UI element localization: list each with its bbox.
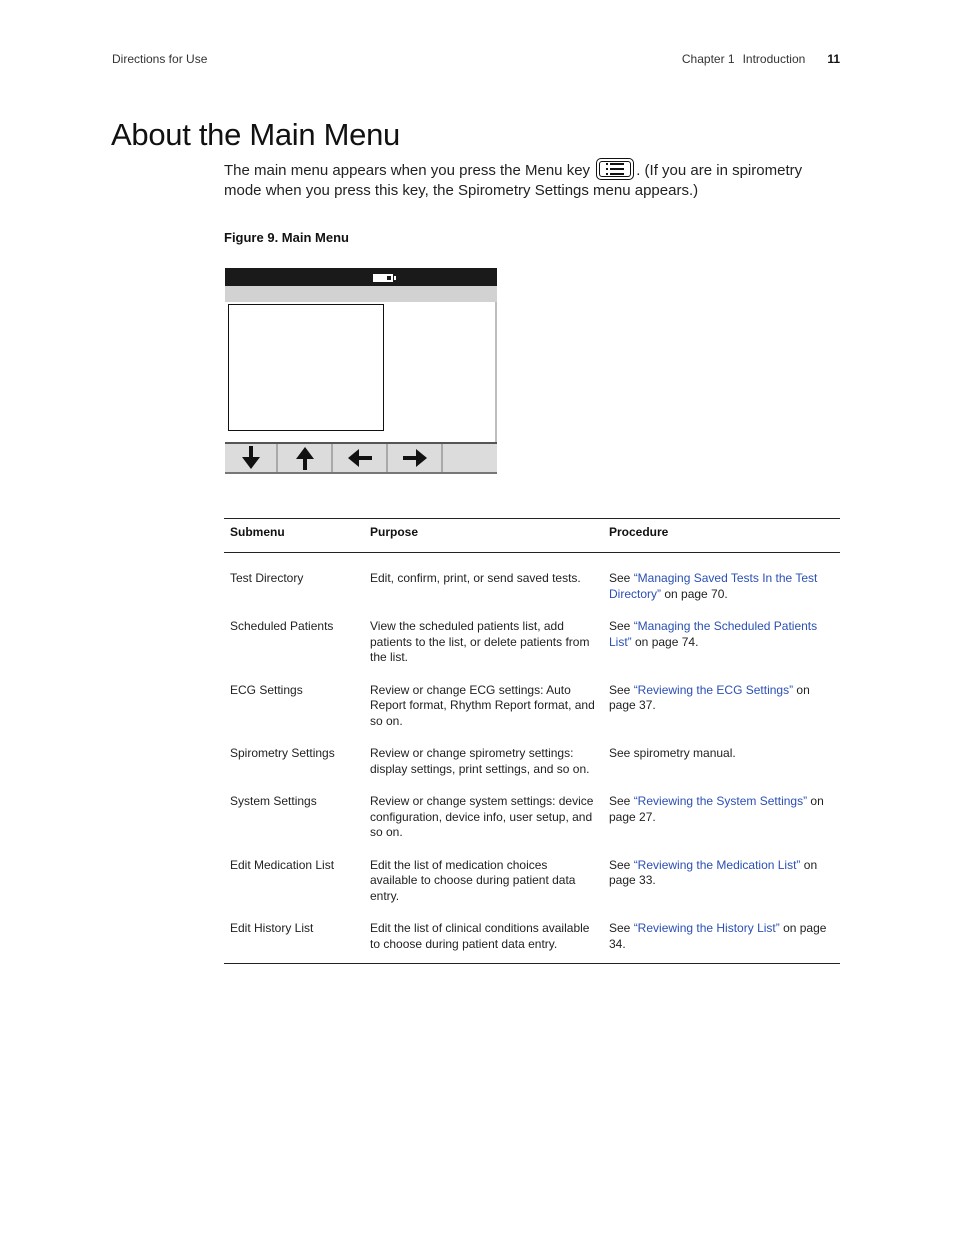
page-number: 11 xyxy=(827,52,840,66)
menu-list-box xyxy=(228,304,384,431)
procedure-prefix: See xyxy=(609,857,634,872)
main-menu-screen xyxy=(224,267,498,475)
procedure-suffix: on page 37. xyxy=(609,682,810,712)
softkey-blank[interactable] xyxy=(443,444,497,472)
procedure-suffix: on page 33. xyxy=(609,857,818,887)
procedure-prefix: See xyxy=(609,682,634,697)
table-header-row xyxy=(224,519,840,553)
figure-caption: Figure 9. Main Menu xyxy=(224,230,349,245)
col-header-purpose: Purpose xyxy=(364,519,603,553)
intro-text-before: The main menu appears when you press the Menu key xyxy=(224,162,591,179)
softkey-up[interactable] xyxy=(278,444,333,472)
cell-procedure xyxy=(603,921,840,964)
procedure-link[interactable]: “Managing Saved Tests In the Test Directory” xyxy=(609,571,818,601)
cell-procedure xyxy=(603,858,840,922)
cell-submenu: ECG Settings xyxy=(230,682,303,697)
cell-submenu: Edit Medication List xyxy=(230,857,335,872)
cell-purpose: Edit the list of medication choices available to choose during patient data entry. xyxy=(370,857,576,903)
procedure-link[interactable]: “Reviewing the ECG Settings” xyxy=(633,682,794,697)
table-row xyxy=(224,858,840,922)
running-header-right xyxy=(682,52,840,66)
cell-submenu: System Settings xyxy=(230,794,317,808)
arrow-down-icon xyxy=(242,446,260,470)
intro-paragraph xyxy=(224,161,840,201)
intro-text-after: . (If you are in spirometry mode when you press this key, the Spirometry Settings menu appears.) xyxy=(224,162,803,199)
procedure-prefix: See xyxy=(609,794,634,808)
cell-procedure xyxy=(603,746,840,794)
cell-purpose: Edit the list of clinical conditions available to choose during patient data entry. xyxy=(364,921,603,964)
procedure-link[interactable]: “Managing the Scheduled Patients List” xyxy=(609,619,818,649)
table-row xyxy=(224,746,840,794)
cell-purpose: Review or change ECG settings: Auto Report format, Rhythm Report format, and so on. xyxy=(370,682,595,728)
status-bar xyxy=(225,268,497,286)
battery-icon xyxy=(373,274,393,282)
procedure-suffix: on page 74. xyxy=(631,634,699,649)
table-row xyxy=(224,553,840,620)
cell-purpose: View the scheduled patients list, add patients to the list, or delete patients from the list. xyxy=(370,619,590,664)
col-header-procedure: Procedure xyxy=(603,519,840,553)
cell-procedure xyxy=(603,683,840,747)
procedure-prefix: See xyxy=(609,921,634,935)
cell-purpose: Edit, confirm, print, or send saved tests. xyxy=(370,571,581,585)
section-label: Introduction xyxy=(742,52,806,66)
cell-purpose: Review or change spirometry settings: display settings, print settings, and so on. xyxy=(370,746,590,776)
procedure-prefix: See spirometry manual. xyxy=(609,746,736,760)
softkey-bar xyxy=(225,442,497,474)
procedure-suffix: on page 70. xyxy=(661,586,728,601)
running-header-left: Directions for Use xyxy=(112,52,208,66)
procedure-link[interactable]: “Reviewing the History List” xyxy=(633,921,780,935)
table-row xyxy=(224,921,840,964)
arrow-right-icon xyxy=(402,449,428,467)
cell-submenu: Edit History List xyxy=(224,921,364,964)
title-bar xyxy=(225,286,497,303)
table-row xyxy=(224,619,840,683)
cell-procedure xyxy=(603,794,840,858)
procedure-suffix: on page 27. xyxy=(609,794,824,824)
chapter-label: Chapter 1 xyxy=(681,52,735,66)
table-row xyxy=(224,683,840,747)
cell-submenu: Test Directory xyxy=(230,571,304,585)
procedure-prefix: See xyxy=(609,619,634,633)
col-header-submenu: Submenu xyxy=(224,519,364,553)
procedure-link[interactable]: “Reviewing the System Settings” xyxy=(633,794,808,808)
procedure-suffix: on page 34. xyxy=(609,921,827,951)
arrow-up-icon xyxy=(296,446,314,470)
page-title: About the Main Menu xyxy=(111,117,400,152)
procedure-link[interactable]: “Reviewing the Medication List” xyxy=(633,857,801,872)
cell-purpose: Review or change system settings: device configuration, device info, user setup, and so on. xyxy=(370,794,594,839)
screen-body xyxy=(225,302,497,442)
menu-key-icon xyxy=(596,158,634,180)
softkey-left[interactable] xyxy=(333,444,388,472)
cell-submenu: Scheduled Patients xyxy=(230,619,334,633)
submenu-table xyxy=(224,518,840,964)
softkey-down[interactable] xyxy=(225,444,278,472)
cell-procedure xyxy=(603,619,840,683)
table-row xyxy=(224,794,840,858)
cell-procedure xyxy=(603,553,840,620)
softkey-right[interactable] xyxy=(388,444,443,472)
procedure-prefix: See xyxy=(609,571,634,585)
arrow-left-icon xyxy=(347,449,373,467)
cell-submenu: Spirometry Settings xyxy=(230,746,335,760)
